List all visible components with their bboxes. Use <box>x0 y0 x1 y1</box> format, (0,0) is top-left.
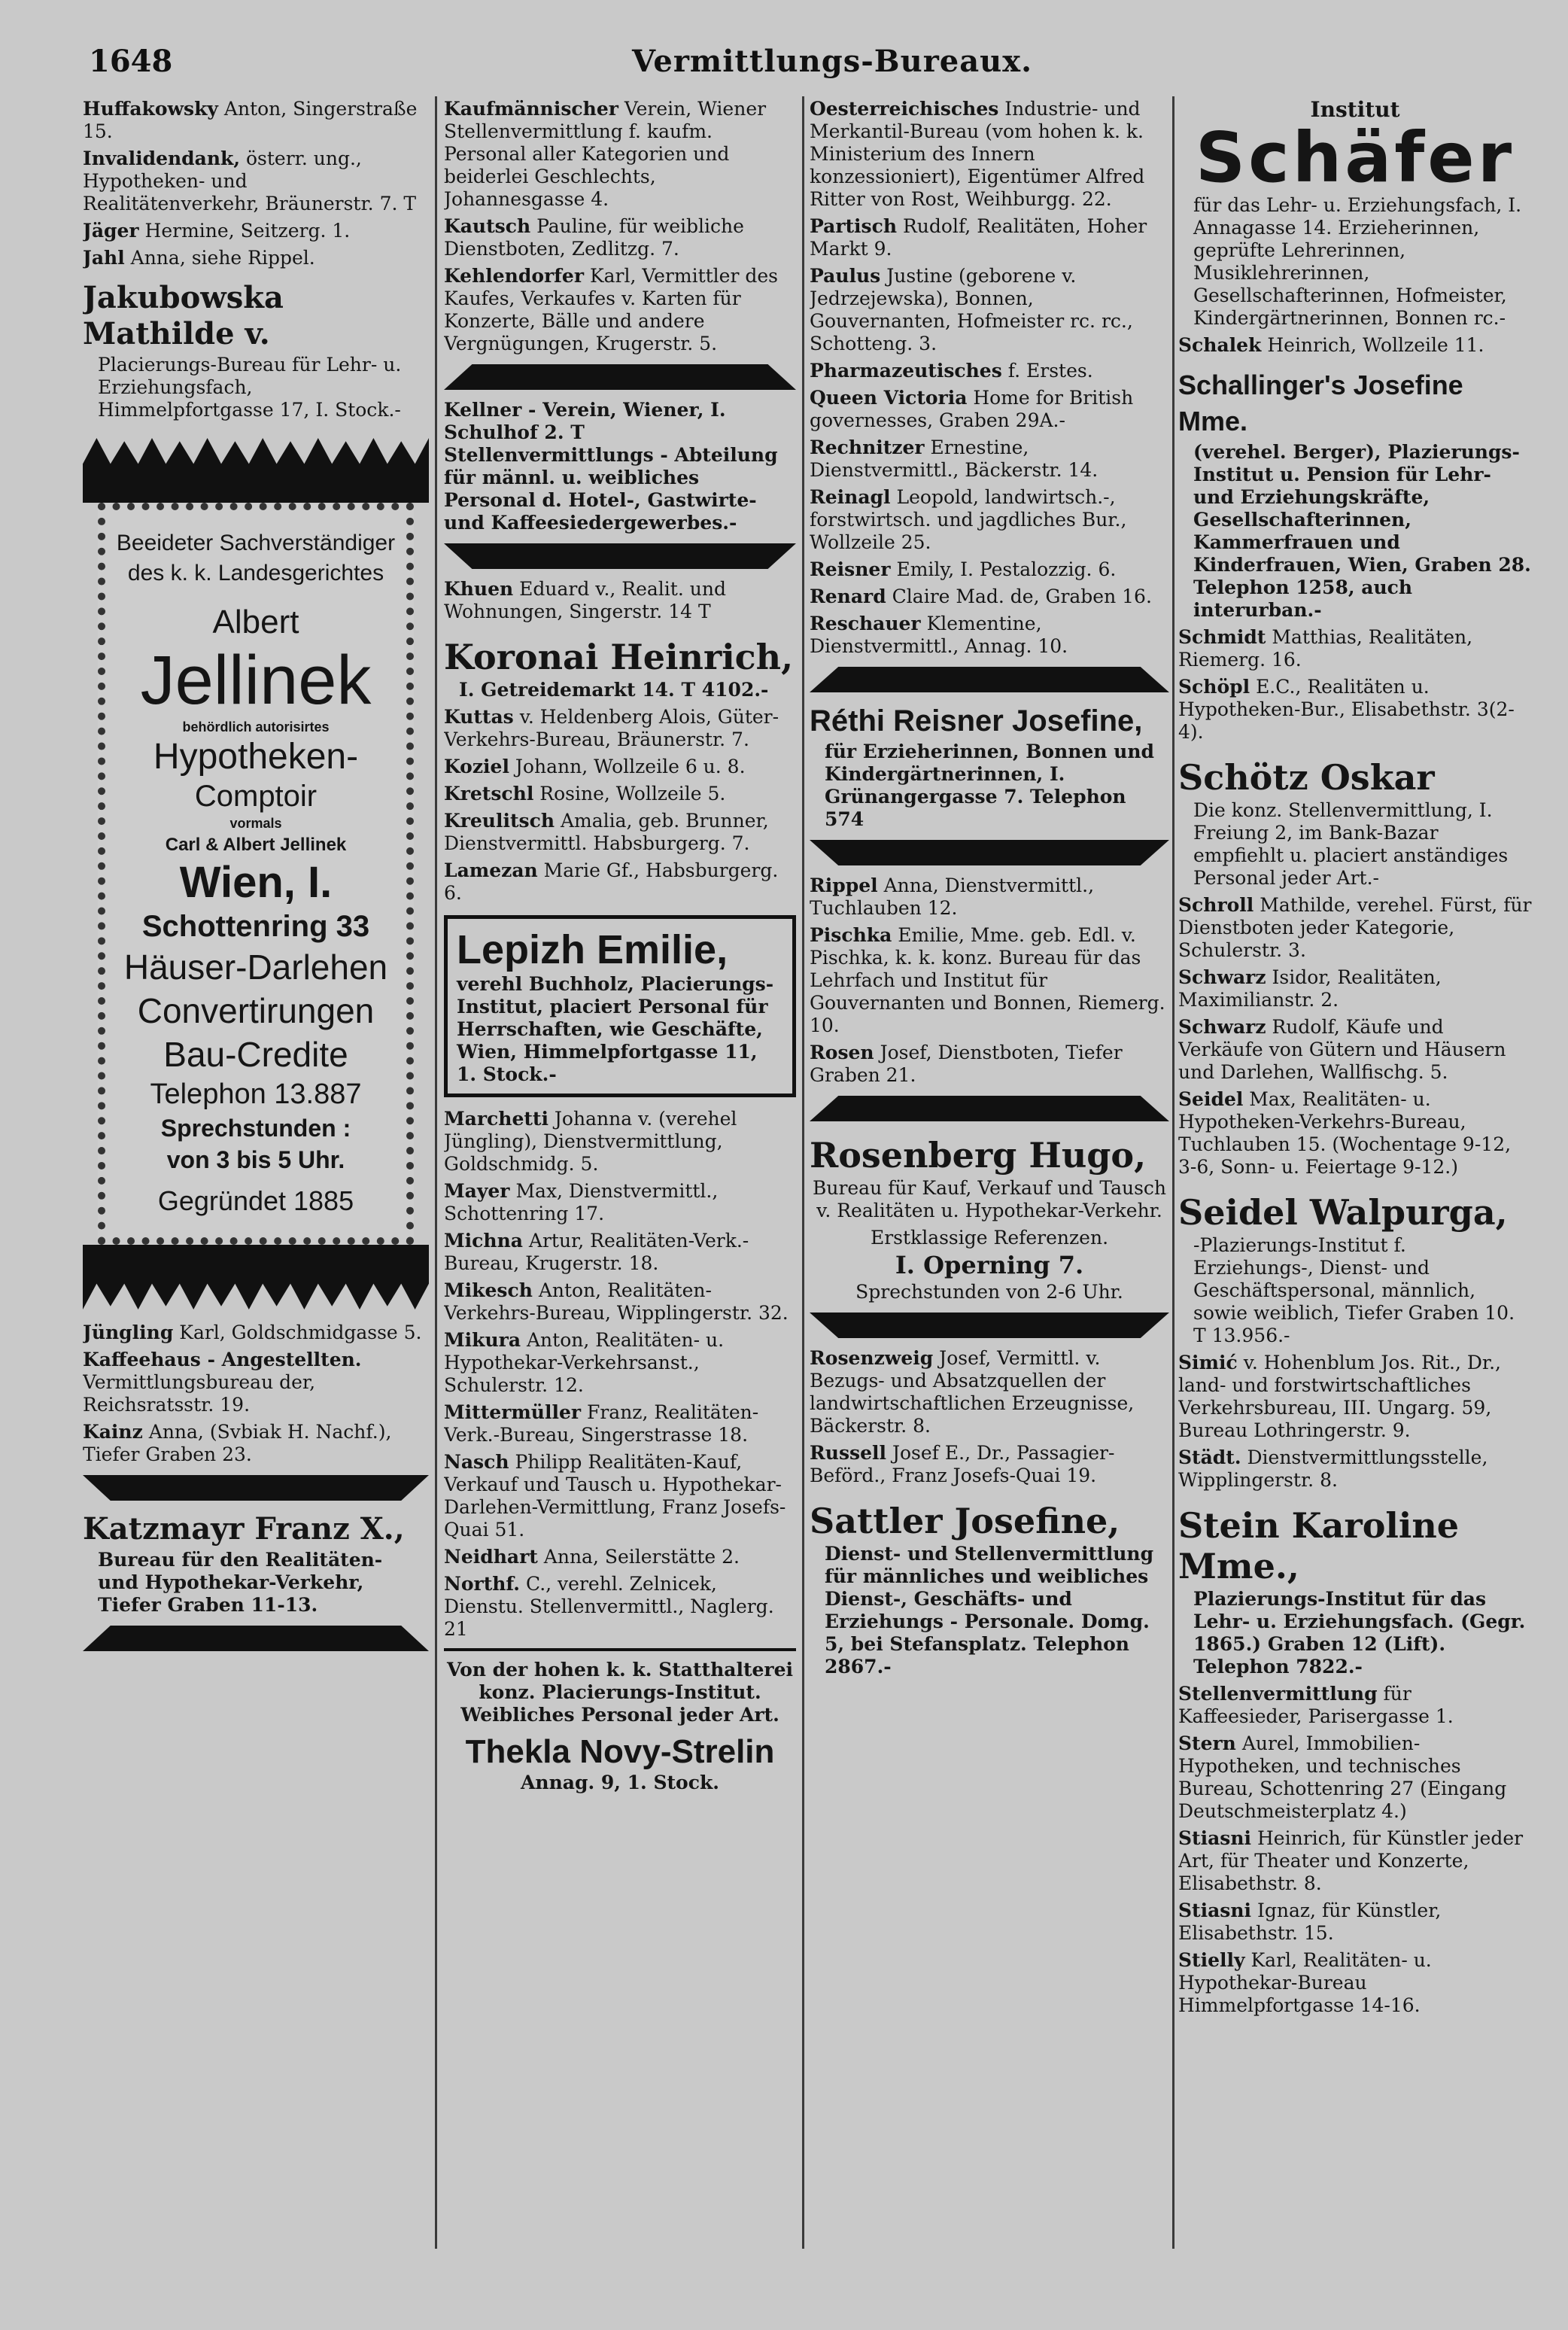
entry-name: Oesterreichisches <box>810 98 999 120</box>
entry <box>83 220 429 242</box>
entry-name: Kuttas <box>444 706 514 728</box>
entry <box>444 1108 796 1176</box>
advert-name: Schäfer <box>1195 117 1515 198</box>
entry-text: Hermine, Seitzerg. 1. <box>144 220 351 242</box>
entry <box>810 924 1169 1037</box>
entry-name: Partisch <box>810 215 898 237</box>
entry-name: Kretschl <box>444 783 534 805</box>
advert-founded: Gegründet 1885 <box>157 1185 354 1216</box>
advert-line: Hypotheken- <box>153 737 359 777</box>
entry-text: österr. ung., Hypotheken- und Realitätenverkehr, Bräunerstr. 7. T <box>83 148 417 214</box>
entry <box>444 1230 796 1275</box>
advert-text: Kellner - Verein, Wiener, I. Schulhof 2. T Stellenvermittlungs - Abteilung für männl. u. weibliches Personal d. Hotel-, Gastwirte- und Kaffeesiedergewerbes.- <box>444 399 778 534</box>
divider-bar <box>810 1096 1169 1121</box>
entry-text: Ignaz, für Künstler, Elisabethstr. 15. <box>1178 1900 1442 1944</box>
entry-text: Verein, Wiener Stellenvermittlung f. kaufm. Personal aller Kategorien und beiderlei Geschlechts, Johannesgasse 4. <box>444 98 767 210</box>
advert-text: Bureau für den Realitäten- und Hypothekar-Verkehr, Tiefer Graben 11-13. <box>98 1549 383 1616</box>
entry-text: Josef, Vermittl. v. Bezugs- und Absatzquellen der landwirtschaftlichen Erzeugnisse, Bäckerstr. 8. <box>810 1347 1135 1437</box>
entry-name: Rippel <box>810 875 878 896</box>
entry-text: v. Hohenblum Jos. Rit., Dr., land- und forstwirtschaftliches Verkehrsbureau, III. Ungarg. 59, Bureau Lothringerstr. 9. <box>1178 1352 1501 1441</box>
advert-phone: Telephon 13.887 <box>150 1078 362 1110</box>
advert-name: Stein Karoline Mme., <box>1178 1505 1460 1586</box>
entry <box>810 215 1169 260</box>
advert-text: -Plazierungs-Institut f. Erziehungs-, Dienst- und Geschäftspersonal, männlich, sowie weiblich, Tiefer Graben 10. T 13.956.- <box>1193 1234 1515 1346</box>
entry-text: Franz, Realitäten-Verk.-Bureau, Singerstrasse 18. <box>444 1401 759 1446</box>
entry-text: Rosine, Wollzeile 5. <box>539 783 726 805</box>
entry-name: Kehlendorfer <box>444 265 584 287</box>
advert-line: vormals <box>229 816 282 831</box>
entry <box>444 98 796 211</box>
entry <box>810 265 1169 355</box>
entry <box>444 1451 796 1541</box>
entry <box>444 783 796 805</box>
entry-text: Anton, Realitäten- u. Hypothekar-Verkehrsanst., Schulerstr. 12. <box>444 1329 725 1396</box>
advert-text: I. Getreidemarkt 14. T 4102.- <box>459 679 769 701</box>
entry-text: Artur, Realitäten-Verk.-Bureau, Krugerstr. 18. <box>444 1230 749 1274</box>
column-rule <box>435 96 437 2249</box>
entry-name: Schalek <box>1178 334 1262 356</box>
entry-name: Russell <box>810 1442 887 1464</box>
entry-name: Stiasni <box>1178 1900 1252 1921</box>
entry <box>444 1573 796 1641</box>
entry <box>444 1329 796 1397</box>
entry <box>83 1421 429 1466</box>
entry-text: Josef E., Dr., Passagier-Beförd., Franz Josefs-Quai 19. <box>810 1442 1115 1486</box>
entry-text: Mathilde, verehel. Fürst, für Dienstboten jeder Kategorie, Schulerstr. 3. <box>1178 894 1532 961</box>
advert-address: Annag. 9, 1. Stock. <box>521 1772 719 1793</box>
entry-text: Heinrich, für Künstler jeder Art, für Theater und Konzerte, Elisabethstr. 8. <box>1178 1827 1524 1894</box>
entry-text: f. Erstes. <box>1007 360 1093 382</box>
entry <box>1178 1446 1532 1492</box>
advert-text: Von der hohen k. k. Statthalterei konz. Placierungs-Institut. Weibliches Personal jeder Art. <box>447 1659 793 1726</box>
entry-text: Aurel, Immobilien-Hypotheken, und technisches Bureau, Schottenring 27 (Eingang Deutschmeisterplatz 4.) <box>1178 1732 1507 1822</box>
entry-name: Mittermüller <box>444 1401 582 1423</box>
divider-bar <box>810 667 1169 692</box>
entry <box>810 98 1169 211</box>
entry <box>444 1546 796 1568</box>
entry-name: Renard <box>810 586 886 607</box>
divider-bar <box>444 543 796 569</box>
entry-text: Johanna v. (verehel Jüngling), Dienstvermittlung, Goldschmidg. 5. <box>444 1108 737 1175</box>
page-number: 1648 <box>89 44 173 79</box>
column-rule <box>802 96 804 2249</box>
column-4 <box>1178 98 1532 2310</box>
advert-references: Erstklassige Referenzen. <box>870 1227 1109 1249</box>
advert-text: Bureau für Kauf, Verkauf und Tausch v. Realitäten u. Hypothekar-Verkehr. <box>812 1177 1167 1221</box>
entry <box>1178 1016 1532 1084</box>
entry-text: E.C., Realitäten u. Hypotheken-Bur., Elisabethstr. 3(2-4). <box>1178 676 1515 743</box>
advert-text: verehl Buchholz, Placierungs-Institut, placiert Personal für Herrschaften, wie Geschäfte, Wien, Himmelpfortgasse 11, 1. Stock.- <box>457 973 774 1085</box>
entry-text: Philipp Realitäten-Kauf, Verkauf und Tausch u. Hypothekar-Darlehen-Vermittlung, Franz Josefs-Quai 51. <box>444 1451 786 1541</box>
divider-bar <box>83 1475 429 1501</box>
advert-line: Häuser-Darlehen <box>123 948 388 987</box>
entry <box>810 875 1169 920</box>
advert-name: Jakubowska Mathilde v. <box>83 280 284 351</box>
entry <box>83 1322 429 1344</box>
entry-name: Huffakowsky <box>83 98 218 120</box>
entry-text: Claire Mad. de, Graben 16. <box>892 586 1152 607</box>
entry-name: Kaffeehaus - Angestellten. <box>83 1349 362 1370</box>
novy-advert <box>444 1648 796 1794</box>
advert-line: behördlich autorisirtes <box>182 719 330 735</box>
advert-text: für Erzieherinnen, Bonnen und Kindergärtnerinnen, I. Grünangergasse 7. Telephon 574 <box>825 741 1155 830</box>
entry <box>1178 1088 1532 1179</box>
page-title: Vermittlungs-Bureaux. <box>632 44 1032 79</box>
entry-text: Karl, Vermittler des Kaufes, Verkaufes v. Karten für Konzerte, Bälle und andere Vergnügungen, Krugerstr. 5. <box>444 265 778 354</box>
column-2 <box>444 98 796 2310</box>
lepizh-advert <box>444 915 796 1097</box>
entry <box>444 810 796 855</box>
entry-text: Justine (geborene v. Jedrzejewska), Bonnen, Gouvernanten, Hofmeister rc. rc., Schotteng. 3. <box>810 265 1133 354</box>
entry-name: Schöpl <box>1178 676 1250 698</box>
entry <box>444 756 796 778</box>
advert-city: Wien, I. <box>179 858 333 907</box>
entry <box>1178 1827 1532 1895</box>
column-3 <box>810 98 1169 2310</box>
advert-hours: Sprechstunden von 2-6 Uhr. <box>855 1281 1123 1303</box>
entry-name: Reschauer <box>810 613 921 634</box>
entry <box>810 1442 1169 1487</box>
entry-name: Nasch <box>444 1451 509 1473</box>
entry-text: Anna, Dienstvermittl., Tuchlauben 12. <box>810 875 1095 919</box>
divider-bar <box>83 1626 429 1651</box>
column-rule <box>1172 96 1174 2249</box>
entry-name: Mikesch <box>444 1279 533 1301</box>
advert-line: des k. k. Landesgerichtes <box>127 561 384 586</box>
entry <box>444 1279 796 1325</box>
entry-text: Josef, Dienstboten, Tiefer Graben 21. <box>810 1042 1123 1086</box>
divider-bar <box>810 840 1169 865</box>
entry-name: Kautsch <box>444 215 531 237</box>
advert-name: Schallinger's Josefine Mme. <box>1178 370 1463 436</box>
entry-name: Reinagl <box>810 486 891 508</box>
entry <box>444 578 796 623</box>
entry <box>810 360 1169 382</box>
entry-name: Invalidendank, <box>83 148 241 169</box>
entry-text: Emily, I. Pestalozzig. 6. <box>896 558 1117 580</box>
entry-text: Home for British governesses, Graben 29A.- <box>810 387 1134 431</box>
ornament-top <box>83 438 429 503</box>
advert-address: I. Operning 7. <box>895 1251 1084 1279</box>
advert-name: Koronai Heinrich, <box>444 637 794 677</box>
advert-line: von 3 bis 5 Uhr. <box>166 1146 345 1173</box>
entry-name: Simić <box>1178 1352 1238 1373</box>
entry <box>1178 1949 1532 2017</box>
entry <box>1178 1683 1532 1728</box>
entry-text: Max, Realitäten- u. Hypotheken-Verkehrs-Bureau, Tuchlauben 15. (Wochentage 9-12, 3-6, Sonn- u. Feiertage 9-12.) <box>1178 1088 1512 1178</box>
advert-name: Seidel Walpurga, <box>1178 1192 1508 1233</box>
advert-surname: Jellinek <box>140 642 372 719</box>
entry-text: Isidor, Realitäten, Maximilianstr. 2. <box>1178 966 1442 1011</box>
entry-text: Anna, siehe Rippel. <box>130 247 315 269</box>
advert-line: Convertirungen <box>137 991 375 1030</box>
entry-text: Anton, Singerstraße 15. <box>83 98 418 142</box>
entry-name: Rosen <box>810 1042 874 1063</box>
divider-bar <box>444 364 796 390</box>
entry-name: Stiasni <box>1178 1827 1252 1849</box>
column-1 <box>83 98 429 2310</box>
entry-name: Kreulitsch <box>444 810 555 832</box>
entry-text: Rudolf, Realitäten, Hoher Markt 9. <box>810 215 1147 260</box>
ornament-bottom <box>83 1245 429 1309</box>
entry-text: Amalia, geb. Brunner, Dienstvermittl. Habsburgerg. 7. <box>444 810 769 854</box>
entry-text: Max, Dienstvermittl., Schottenring 17. <box>444 1180 719 1224</box>
entry-name: Pharmazeutisches <box>810 360 1002 382</box>
entry-text: Klementine, Dienstvermittl., Annag. 10. <box>810 613 1068 657</box>
entry-text: Anna, Seilerstätte 2. <box>543 1546 740 1568</box>
advert-line: Beeideter Sachverständiger <box>116 531 396 555</box>
entry-text: v. Heldenberg Alois, Güter-Verkehrs-Bureau, Bräunerstr. 7. <box>444 706 779 750</box>
advert-line: Comptoir <box>194 780 318 813</box>
entry-name: Stern <box>1178 1732 1236 1754</box>
entry <box>1178 1732 1532 1823</box>
entry <box>810 486 1169 554</box>
entry-text: Karl, Realitäten- u. Hypothekar-Bureau Himmelpfortgasse 14-16. <box>1178 1949 1432 2016</box>
entry <box>444 859 796 905</box>
entry-name: Rosenzweig <box>810 1347 934 1369</box>
entry-text: Pauline, für weibliche Dienstboten, Zedlitzg. 7. <box>444 215 744 260</box>
advert-text: Placierungs-Bureau für Lehr- u. Erziehungsfach, Himmelpfortgasse 17, I. Stock.- <box>98 354 402 421</box>
entry <box>1178 334 1532 357</box>
entry-name: Stielly <box>1178 1949 1245 1971</box>
entry-text: für Kaffeesieder, Parisergasse 1. <box>1178 1683 1454 1727</box>
entry-text: Johann, Wollzeile 6 u. 8. <box>515 756 746 777</box>
advert-line: Carl & Albert Jellinek <box>165 835 347 855</box>
advert-firstname: Albert <box>212 604 299 640</box>
entry <box>810 387 1169 432</box>
entry <box>444 215 796 260</box>
advert-text: Plazierungs-Institut für das Lehr- u. Erziehungsfach. (Gegr. 1865.) Graben 12 (Lift). Telephon 7822.- <box>1193 1588 1526 1678</box>
entry-name: Khuen <box>444 578 514 600</box>
entry-name: Städt. <box>1178 1446 1241 1468</box>
advert-name: Schötz Oskar <box>1178 757 1435 798</box>
entry <box>83 247 429 269</box>
entry-text: Anna, (Svbiak H. Nachf.), Tiefer Graben 23. <box>83 1421 392 1465</box>
entry-name: Schmidt <box>1178 626 1266 648</box>
advert-name: Thekla Novy-Strelin <box>465 1733 775 1770</box>
entry-text: Rudolf, Käufe und Verkäufe von Gütern und Häusern und Darlehen, Wallfischg. 5. <box>1178 1016 1506 1083</box>
entry-text: Marie Gf., Habsburgerg. 6. <box>444 859 779 904</box>
entry-text: Industrie- und Merkantil-Bureau (vom hohen k. k. Ministerium des Innern konzessioniert), Eigentümer Alfred Ritter von Rost, Weihburgg. 22. <box>810 98 1145 210</box>
advert-text: Dienst- und Stellenvermittlung für männliches und weibliches Dienst-, Geschäfts- und Erziehungs - Personale. Domg. 5, bei Stefansplatz. Telephon 2867.- <box>825 1543 1154 1678</box>
entry-name: Kaufmännischer <box>444 98 618 120</box>
entry <box>1178 894 1532 962</box>
advert-name: Katzmayr Franz X., <box>83 1511 405 1547</box>
entry <box>810 436 1169 482</box>
advert-line: Bau-Credite <box>163 1035 348 1074</box>
entry-text: Eduard v., Realit. und Wohnungen, Singerstr. 14 T <box>444 578 726 622</box>
entry-name: Lamezan <box>444 859 538 881</box>
entry-name: Koziel <box>444 756 509 777</box>
entry-name: Rechnitzer <box>810 436 925 458</box>
advert-address: Schottenring 33 <box>141 910 370 943</box>
entry-name: Marchetti <box>444 1108 548 1130</box>
entry-name: Kainz <box>83 1421 143 1443</box>
entry <box>810 558 1169 581</box>
entry-name: Michna <box>444 1230 523 1252</box>
entry-text: C., verehl. Zelnicek, Dienstu. Stellenvermittl., Naglerg. 21 <box>444 1573 774 1640</box>
advert-name: Réthi Reisner Josefine, <box>810 704 1143 738</box>
entry <box>1178 626 1532 671</box>
entry <box>1178 966 1532 1011</box>
entry-name: Paulus <box>810 265 881 287</box>
entry-name: Schwarz <box>1178 966 1266 988</box>
entry-name: Seidel <box>1178 1088 1244 1110</box>
entry-text: Leopold, landwirtsch.-, forstwirtsch. und jagdliches Bur., Wollzeile 25. <box>810 486 1127 553</box>
advert-kicker: Institut <box>1310 98 1400 122</box>
entry-name: Mikura <box>444 1329 521 1351</box>
entry-name: Mayer <box>444 1180 510 1202</box>
entry <box>810 1347 1169 1437</box>
entry-text: Heinrich, Wollzeile 11. <box>1267 334 1484 356</box>
entry-name: Schwarz <box>1178 1016 1266 1038</box>
entry <box>444 706 796 751</box>
entry-text: Matthias, Realitäten, Riemerg. 16. <box>1178 626 1473 671</box>
entry-text: Ernestine, Dienstvermittl., Bäckerstr. 14. <box>810 436 1099 481</box>
entry <box>83 1349 429 1416</box>
advert-text: (verehel. Berger), Plazierungs-Institut u. Pension für Lehr- und Erziehungskräfte, Gesellschafterinnen, Kammerfrauen und Kinderfrauen, Wien, Graben 28. Telephon 1258, auch interurban.- <box>1193 441 1531 621</box>
advert-name: Lepizh Emilie, <box>457 927 728 972</box>
advert-text: für das Lehr- u. Erziehungsfach, I. Annagasse 14. Erzieherinnen, geprüfte Lehrerinnen, Musiklehrerinnen, Gesellschafterinnen, Hofmeister, Kindergärtnerinnen, Bonnen rc.- <box>1193 194 1522 329</box>
entry-text: Vermittlungsbureau der, Reichsratsstr. 19. <box>83 1371 316 1416</box>
entry <box>1178 1900 1532 1945</box>
advert-text: Die konz. Stellenvermittlung, I. Freiung 2, im Bank-Bazar empfiehlt u. placiert anständiges Personal jeder Art.- <box>1193 799 1509 889</box>
entry-name: Pischka <box>810 924 892 946</box>
divider-bar <box>810 1313 1169 1338</box>
entry <box>83 98 429 143</box>
entry <box>810 613 1169 658</box>
entry <box>810 586 1169 608</box>
entry <box>444 1180 796 1225</box>
entry <box>810 1042 1169 1087</box>
entry-name: Jäger <box>83 220 139 242</box>
entry-name: Northf. <box>444 1573 520 1595</box>
entry-text: Dienstvermittlungsstelle, Wipplingerstr. 8. <box>1178 1446 1488 1491</box>
jellinek-advert <box>98 503 414 1245</box>
entry-name: Reisner <box>810 558 891 580</box>
advert-name: Rosenberg Hugo, <box>810 1135 1147 1176</box>
entry-name: Queen Victoria <box>810 387 968 409</box>
entry-text: Karl, Goldschmidgasse 5. <box>179 1322 422 1343</box>
entry-text: Anton, Realitäten-Verkehrs-Bureau, Wipplingerstr. 32. <box>444 1279 789 1324</box>
entry-name: Jahl <box>83 247 125 269</box>
entry-name: Stellenvermittlung <box>1178 1683 1378 1705</box>
entry <box>444 1401 796 1446</box>
entry-name: Neidhart <box>444 1546 538 1568</box>
advert-name: Sattler Josefine, <box>810 1501 1120 1541</box>
entry <box>83 148 429 215</box>
entry <box>1178 676 1532 744</box>
entry-name: Schroll <box>1178 894 1254 916</box>
entry-name: Jüngling <box>83 1322 174 1343</box>
entry <box>444 265 796 355</box>
entry <box>1178 1352 1532 1442</box>
entry-text: Emilie, Mme. geb. Edl. v. Pischka, k. k. konz. Bureau für das Lehrfach und Institut für Gouvernanten und Bonnen, Riemerg. 10. <box>810 924 1165 1036</box>
advert-line: Sprechstunden : <box>160 1115 351 1142</box>
